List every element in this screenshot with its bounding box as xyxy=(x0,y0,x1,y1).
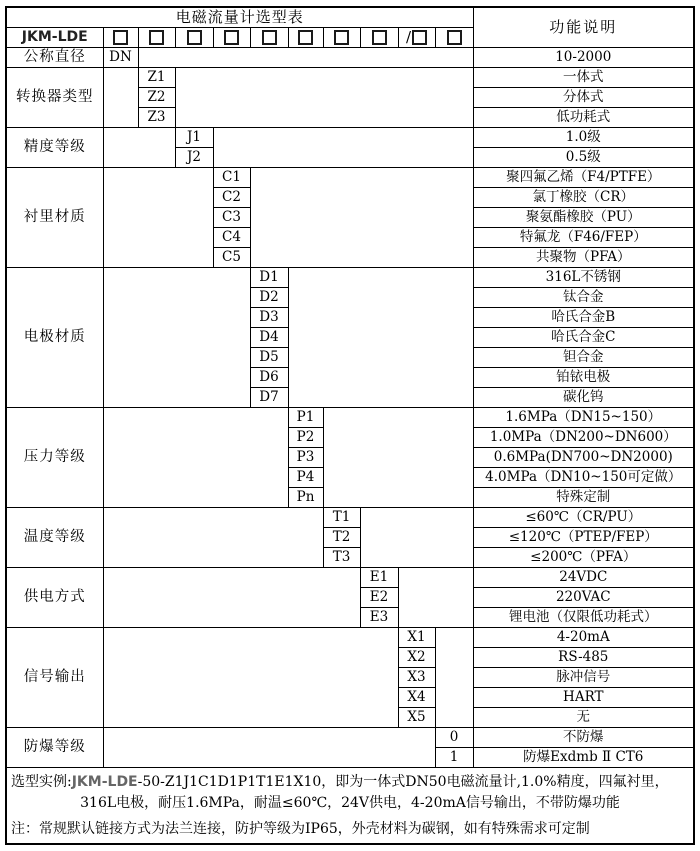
model-checkbox-cell xyxy=(138,28,175,48)
desc-cell: 低功耗式 xyxy=(473,108,694,128)
code-cell: D5 xyxy=(250,348,288,368)
model-checkbox-cell xyxy=(360,28,398,48)
desc-cell: 特殊定制 xyxy=(473,488,694,508)
desc-cell: 脉冲信号 xyxy=(473,668,694,688)
desc-cell: 316L不锈钢 xyxy=(473,268,694,288)
desc-cell: 铂铱电极 xyxy=(473,368,694,388)
desc-cell: 1.6MPa（DN15~150） xyxy=(473,408,694,428)
empty-cell xyxy=(103,128,175,168)
desc-cell: 哈氏合金B xyxy=(473,308,694,328)
desc-cell: 4.0MPa（DN10~150可定做） xyxy=(473,468,694,488)
desc-cell: 0.5级 xyxy=(473,148,694,168)
code-cell: E1 xyxy=(360,568,398,588)
model-checkbox-cell xyxy=(103,28,138,48)
code-cell: T2 xyxy=(323,528,360,548)
example-line1-rest: -50-Z1J1C1D1P1T1E1X10，即为一体式DN50电磁流量计,1.0%精度，四氟衬里， xyxy=(137,774,669,790)
desc-cell: 聚氨酯橡胶（PU） xyxy=(473,208,694,228)
desc-cell: 特氟龙（F46/FEP） xyxy=(473,228,694,248)
code-cell: D2 xyxy=(250,288,288,308)
model-code-checkbox[interactable] xyxy=(334,30,349,45)
model-code-checkbox[interactable] xyxy=(262,30,277,45)
category-label: 压力等级 xyxy=(6,408,103,508)
empty-cell xyxy=(138,48,473,68)
empty-cell xyxy=(103,728,435,768)
category-label: 信号输出 xyxy=(6,628,103,728)
example-line-1 xyxy=(11,772,689,793)
category-label: 供电方式 xyxy=(6,568,103,628)
footer-cell xyxy=(6,768,694,845)
desc-cell: 220VAC xyxy=(473,588,694,608)
model-code-checkbox[interactable] xyxy=(149,30,164,45)
model-checkbox-cell xyxy=(213,28,250,48)
desc-cell: 4-20mA xyxy=(473,628,694,648)
desc-cell: 碳化钨 xyxy=(473,388,694,408)
empty-cell xyxy=(103,568,360,628)
desc-cell: 分体式 xyxy=(473,88,694,108)
code-cell: P4 xyxy=(288,468,323,488)
code-cell: 1 xyxy=(435,748,473,768)
desc-cell: 0.6MPa(DN700~DN2000) xyxy=(473,448,694,468)
code-cell: Z1 xyxy=(138,68,175,88)
desc-cell: 防爆Exdmb Ⅱ CT6 xyxy=(473,748,694,768)
desc-cell: ≤120℃（PTEP/FEP） xyxy=(473,528,694,548)
desc-cell: 共聚物（PFA） xyxy=(473,248,694,268)
desc-cell: ≤60℃（CR/PU） xyxy=(473,508,694,528)
separator-slash: / xyxy=(405,28,412,46)
desc-cell: 不防爆 xyxy=(473,728,694,748)
desc-cell: 一体式 xyxy=(473,68,694,88)
code-cell: X5 xyxy=(398,708,435,728)
example-prefix: 选型实例: xyxy=(11,774,72,790)
code-cell: E2 xyxy=(360,588,398,608)
code-cell: T3 xyxy=(323,548,360,568)
flowmeter-selection-table xyxy=(5,6,695,845)
example-model-code: JKM-LDE xyxy=(71,774,138,790)
code-cell-dn: DN xyxy=(103,48,138,68)
desc-cell-dn: 10-2000 xyxy=(473,48,694,68)
code-cell: C3 xyxy=(213,208,250,228)
desc-cell: 氯丁橡胶（CR） xyxy=(473,188,694,208)
page-title: 电磁流量计选型表 xyxy=(6,7,473,28)
function-column-header: 功能说明 xyxy=(473,7,694,48)
model-code-checkbox[interactable] xyxy=(298,30,313,45)
desc-cell: 无 xyxy=(473,708,694,728)
code-cell: X2 xyxy=(398,648,435,668)
category-label: 精度等级 xyxy=(6,128,103,168)
model-checkbox-cell xyxy=(435,28,473,48)
code-cell: C5 xyxy=(213,248,250,268)
model-checkbox-cell xyxy=(323,28,360,48)
desc-cell: 1.0级 xyxy=(473,128,694,148)
empty-cell xyxy=(103,68,138,128)
model-code-checkbox[interactable] xyxy=(447,30,462,45)
model-code-checkbox[interactable] xyxy=(187,30,202,45)
model-checkbox-cell xyxy=(398,28,435,48)
category-label: 温度等级 xyxy=(6,508,103,568)
empty-cell xyxy=(103,408,288,508)
code-cell: E3 xyxy=(360,608,398,628)
empty-cell xyxy=(103,628,398,728)
desc-cell: 24VDC xyxy=(473,568,694,588)
code-cell: D6 xyxy=(250,368,288,388)
model-code-label: JKM-LDE xyxy=(6,28,103,48)
empty-cell xyxy=(213,128,473,168)
model-checkbox-cell xyxy=(288,28,323,48)
desc-cell: 钛合金 xyxy=(473,288,694,308)
model-code-checkbox[interactable] xyxy=(224,30,239,45)
empty-cell xyxy=(360,508,473,568)
code-cell: P2 xyxy=(288,428,323,448)
empty-cell xyxy=(288,268,473,408)
empty-cell xyxy=(175,68,473,128)
code-cell: C4 xyxy=(213,228,250,248)
category-label: 衬里材质 xyxy=(6,168,103,268)
category-label: 转换器类型 xyxy=(6,68,103,128)
category-label-dn: 公称直径 xyxy=(6,48,103,68)
code-cell: 0 xyxy=(435,728,473,748)
code-cell: T1 xyxy=(323,508,360,528)
code-cell: Pn xyxy=(288,488,323,508)
code-cell: P3 xyxy=(288,448,323,468)
code-cell: C1 xyxy=(213,168,250,188)
empty-cell xyxy=(103,268,250,408)
model-code-checkbox[interactable] xyxy=(412,30,427,45)
code-cell: X3 xyxy=(398,668,435,688)
category-label: 防爆等级 xyxy=(6,728,103,768)
empty-cell xyxy=(323,408,473,508)
empty-cell xyxy=(103,168,213,268)
model-code-checkbox[interactable] xyxy=(113,30,128,45)
empty-cell xyxy=(250,168,473,268)
category-label: 电极材质 xyxy=(6,268,103,408)
desc-cell: 1.0MPa（DN200~DN600） xyxy=(473,428,694,448)
note-line: 注：常规默认链接方式为法兰连接，防护等级为IP65，外壳材料为碳钢，如有特殊需求可定制 xyxy=(11,821,590,837)
model-checkbox-cell xyxy=(250,28,288,48)
model-checkbox-cell xyxy=(175,28,213,48)
desc-cell: 聚四氟乙烯（F4/PTFE） xyxy=(473,168,694,188)
empty-cell xyxy=(103,508,323,568)
code-cell: J1 xyxy=(175,128,213,148)
desc-cell: RS-485 xyxy=(473,648,694,668)
code-cell: Z2 xyxy=(138,88,175,108)
code-cell: D7 xyxy=(250,388,288,408)
example-line-2: 316L电极，耐压1.6MPa，耐温≤60℃，24V供电，4-20mA信号输出，不带防爆功能 xyxy=(80,795,620,811)
code-cell: D4 xyxy=(250,328,288,348)
code-cell: D3 xyxy=(250,308,288,328)
desc-cell: 锂电池（仅限低功耗式） xyxy=(473,608,694,628)
code-cell: D1 xyxy=(250,268,288,288)
desc-cell: 哈氏合金C xyxy=(473,328,694,348)
code-cell: X1 xyxy=(398,628,435,648)
empty-cell xyxy=(398,568,473,628)
code-cell: C2 xyxy=(213,188,250,208)
code-cell: X4 xyxy=(398,688,435,708)
code-cell: P1 xyxy=(288,408,323,428)
code-cell: Z3 xyxy=(138,108,175,128)
desc-cell: ≤200℃（PFA） xyxy=(473,548,694,568)
desc-cell: HART xyxy=(473,688,694,708)
code-cell: J2 xyxy=(175,148,213,168)
empty-cell xyxy=(435,628,473,728)
model-code-checkbox[interactable] xyxy=(372,30,387,45)
desc-cell: 钽合金 xyxy=(473,348,694,368)
